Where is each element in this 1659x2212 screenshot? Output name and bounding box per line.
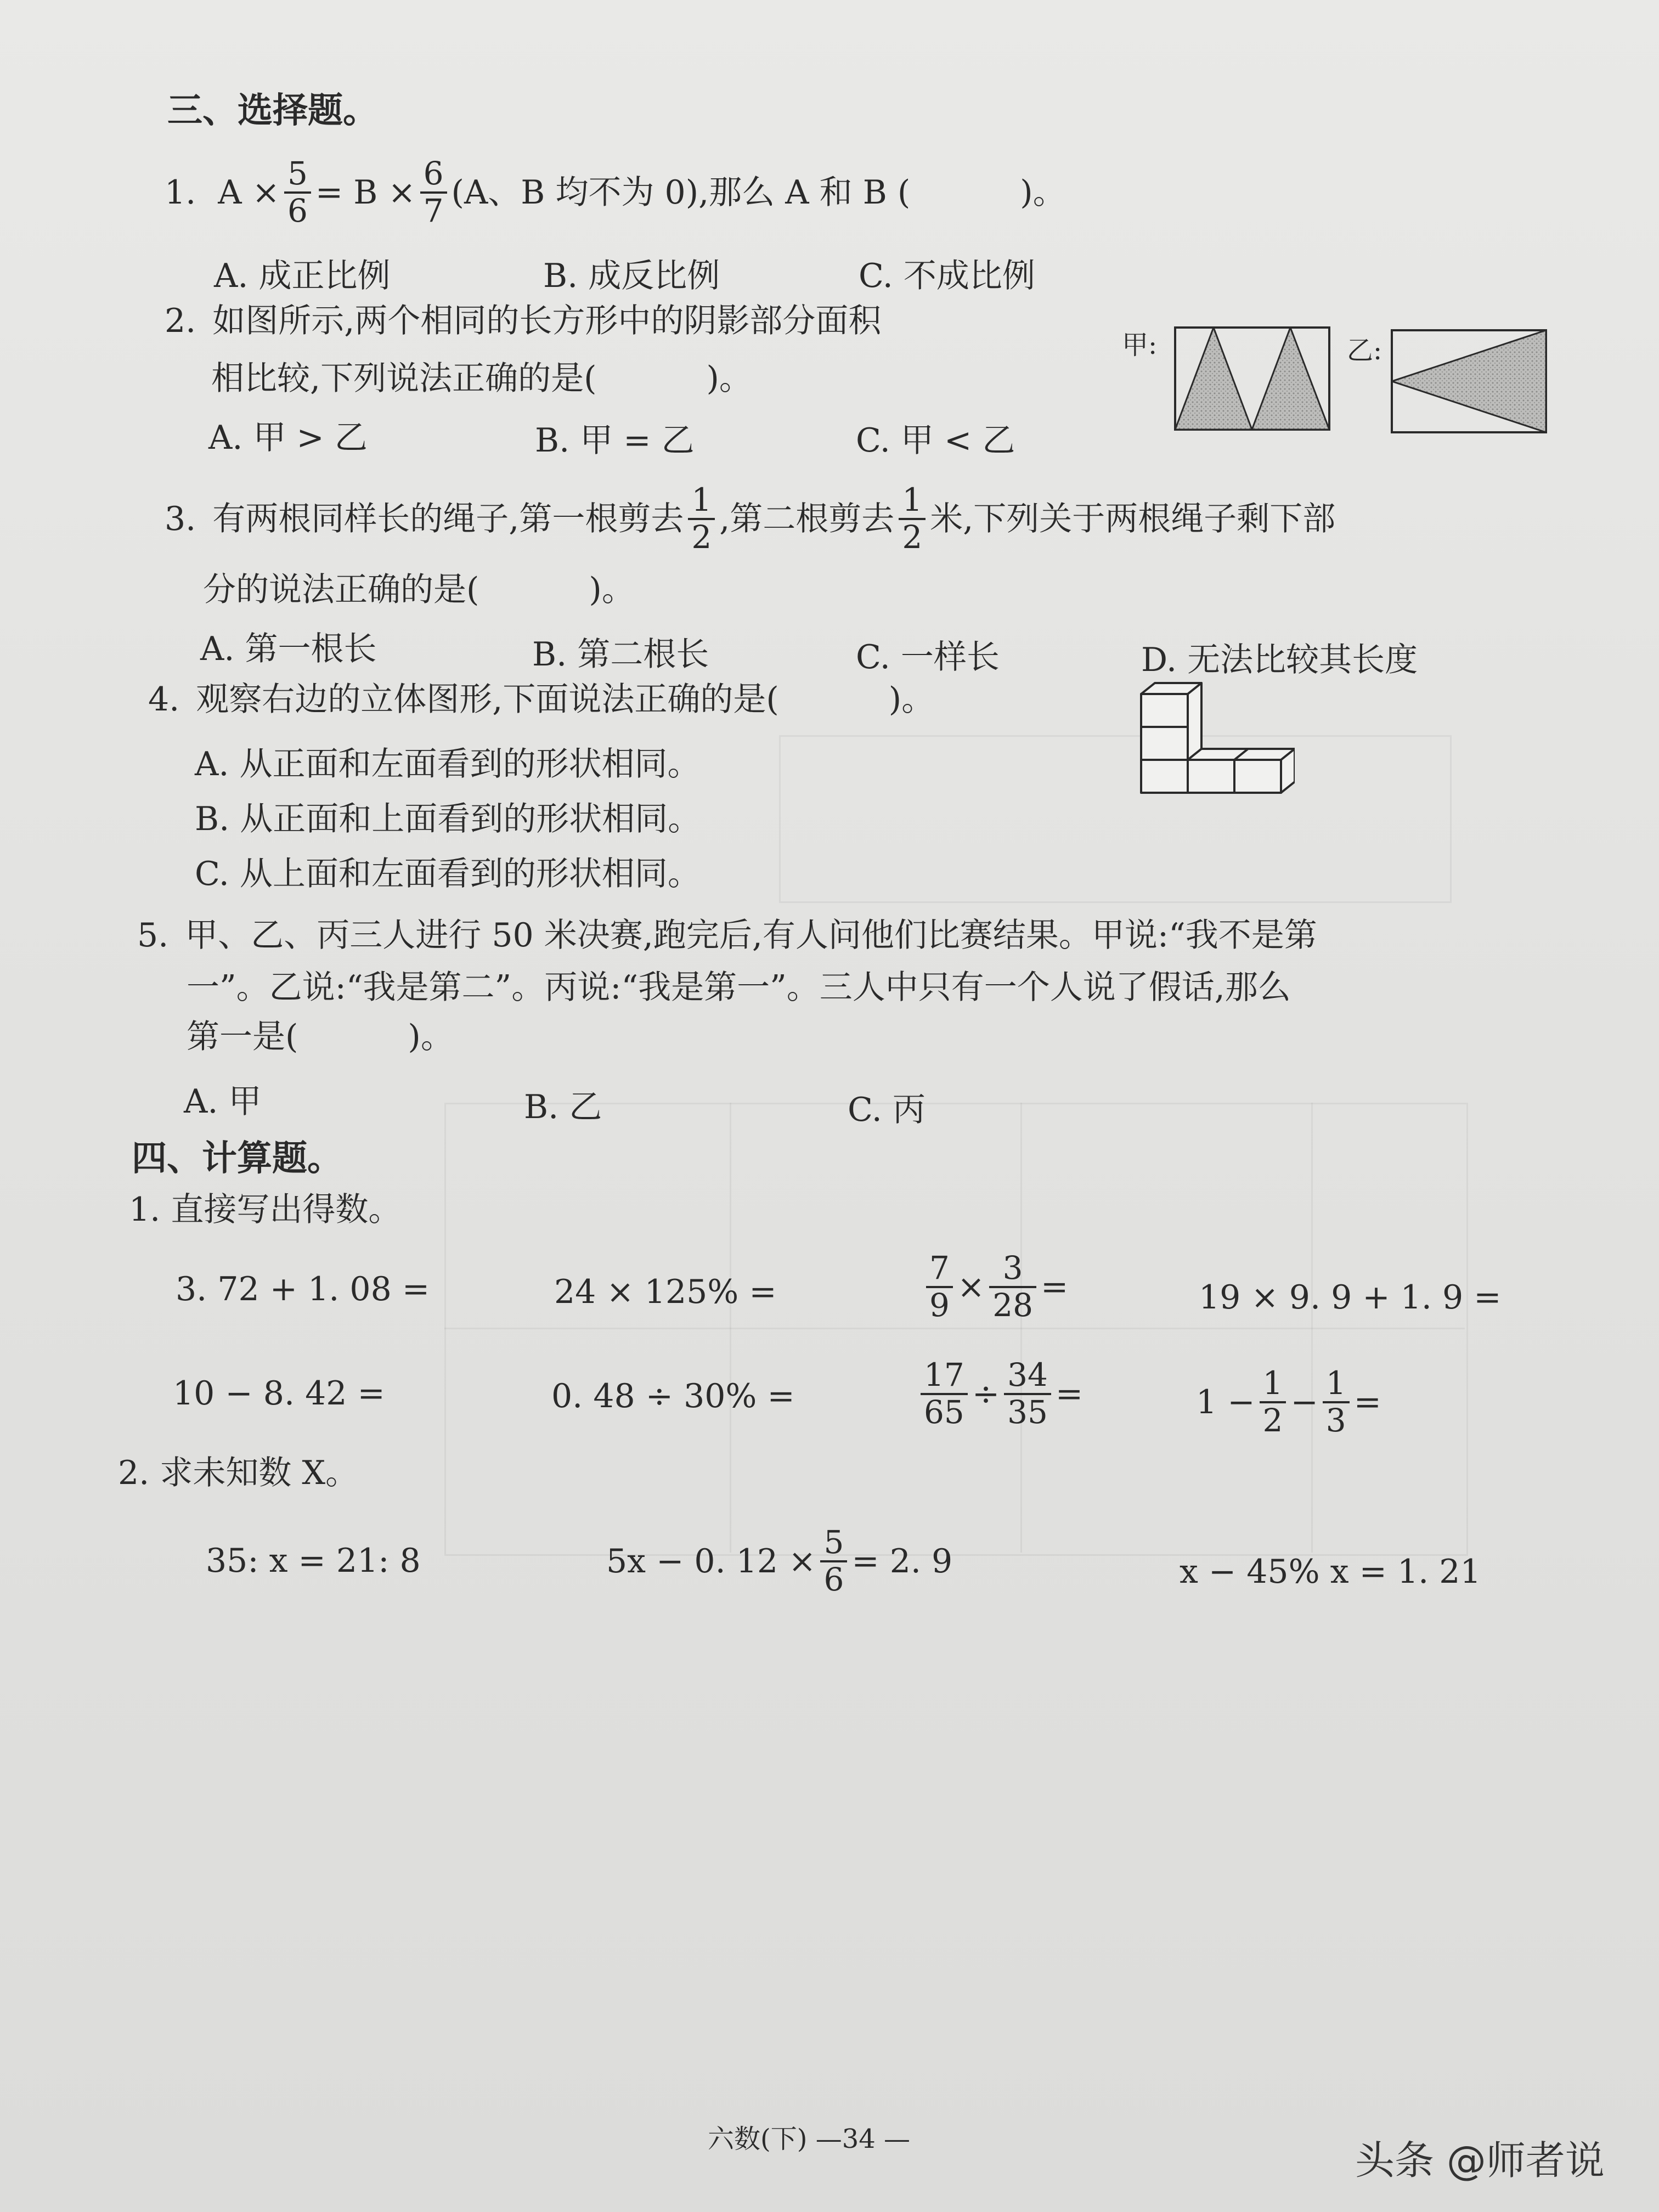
denominator: 9 [929, 1286, 950, 1324]
figure-jia-label: 甲: [1122, 330, 1158, 360]
question-text: 米,下列关于两根绳子剩下部 [930, 499, 1336, 538]
question-1 [165, 156, 1066, 229]
rectangle-figure-yi [1391, 329, 1547, 433]
calc-expression-3 [922, 1251, 1068, 1323]
numerator: 1 [1323, 1366, 1350, 1403]
denominator: 2 [691, 518, 712, 556]
denominator: 65 [924, 1393, 964, 1431]
q2-option-a[interactable]: A. 甲 > 乙 [208, 419, 368, 457]
figure-yi-label: 乙: [1347, 335, 1383, 366]
fraction [688, 483, 715, 555]
denominator: 6 [287, 191, 308, 229]
q2-option-c[interactable]: C. 甲 < 乙 [856, 421, 1015, 460]
denominator: 28 [992, 1286, 1033, 1324]
question-5-line-2: 一”。乙说:“我是第二”。丙说:“我是第一”。三人中只有一个人说了假话,那么 [187, 968, 1291, 1007]
equals-sign: = [1353, 1383, 1381, 1421]
question-2-line-2 [211, 359, 752, 398]
section-3-title: 三、选择题。 [167, 90, 378, 131]
question-3-line-2 [203, 571, 635, 609]
q3-option-c[interactable]: C. 一样长 [856, 638, 1000, 676]
q4-option-c[interactable]: C. 从上面和左面看到的形状相同。 [195, 855, 701, 893]
expression-part: 5x − 0. 12 × [606, 1542, 816, 1581]
numerator: 1 [899, 483, 926, 520]
question-number: 1. [165, 173, 196, 212]
q1-option-b[interactable]: B. 成反比例 [543, 257, 720, 295]
question-text: 有两根同样长的绳子,第一根剪去 [212, 499, 684, 538]
q3-option-d[interactable]: D. 无法比较其长度 [1141, 641, 1418, 679]
question-text: )。 [706, 359, 752, 398]
fraction [926, 1251, 953, 1323]
expression-part: = B × [315, 173, 416, 212]
calc-expression-6: 0. 48 ÷ 30% = [551, 1377, 795, 1415]
fraction [899, 483, 926, 555]
expression-part: A × [218, 173, 280, 212]
question-text: 相比较,下列说法正确的是( [211, 359, 597, 398]
question-4 [148, 680, 935, 719]
calc-expression-8 [1196, 1366, 1381, 1438]
question-2-line-1 [165, 302, 882, 340]
numerator: 17 [921, 1358, 968, 1395]
q5-option-b[interactable]: B. 乙 [524, 1088, 602, 1126]
expression-part: 1 − [1196, 1383, 1255, 1421]
q3-option-b[interactable]: B. 第二根长 [532, 635, 709, 674]
question-text: 第一是( [187, 1018, 298, 1056]
operator: ÷ [972, 1374, 1000, 1413]
cube-stack-figure [1136, 680, 1295, 795]
question-number: 5. [137, 916, 169, 955]
question-number: 3. [165, 499, 196, 538]
numerator: 3 [989, 1251, 1036, 1288]
rectangle-figure-jia [1174, 326, 1330, 431]
calc-expression-4: 19 × 9. 9 + 1. 9 = [1199, 1278, 1502, 1317]
bleed-through-grid [444, 1103, 1468, 1556]
calc-expression-7 [916, 1358, 1083, 1430]
q4-option-a[interactable]: A. 从正面和左面看到的形状相同。 [195, 745, 701, 783]
fraction [1260, 1366, 1286, 1438]
equation-2 [606, 1525, 952, 1598]
calc-expression-1: 3. 72 + 1. 08 = [176, 1270, 430, 1308]
question-text: 如图所示,两个相同的长方形中的阴影部分面积 [212, 302, 882, 340]
numerator: 5 [820, 1525, 847, 1562]
sub-question-2-label: 2. 求未知数 X。 [118, 1454, 359, 1492]
question-text: 分的说法正确的是( [203, 571, 479, 609]
q5-option-a[interactable]: A. 甲 [184, 1082, 262, 1121]
q1-option-c[interactable]: C. 不成比例 [859, 257, 1035, 295]
question-number: 2. [165, 302, 196, 340]
question-3-line-1 [165, 483, 1335, 555]
question-text: 观察右边的立体图形,下面说法正确的是( [196, 680, 779, 719]
watermark: 头条 @师者说 [1355, 2137, 1605, 2183]
numerator: 5 [284, 156, 311, 194]
q3-option-a[interactable]: A. 第一根长 [200, 630, 377, 668]
numerator: 1 [688, 483, 715, 520]
denominator: 7 [423, 191, 444, 229]
question-text: ,第二根剪去 [719, 499, 895, 538]
fraction [1323, 1366, 1350, 1438]
question-number: 4. [148, 680, 180, 719]
question-5-line-1 [137, 916, 1317, 955]
page-number-footer: 六数(下) —34 — [708, 2124, 911, 2154]
denominator: 6 [823, 1560, 844, 1598]
expression-part: = 2. 9 [851, 1542, 953, 1581]
section-4-title: 四、计算题。 [132, 1138, 342, 1179]
operator: − [1290, 1383, 1318, 1421]
fraction [420, 156, 447, 229]
denominator: 3 [1325, 1401, 1346, 1439]
denominator: 2 [902, 518, 923, 556]
operator: × [957, 1267, 985, 1306]
question-text: )。 [589, 571, 635, 609]
q4-option-b[interactable]: B. 从正面和上面看到的形状相同。 [195, 800, 701, 838]
fraction [921, 1358, 968, 1430]
question-text: )。 [1020, 173, 1066, 212]
question-text: 甲、乙、丙三人进行 50 米决赛,跑完后,有人问他们比赛结果。甲说:“我不是第 [185, 916, 1317, 955]
sub-question-1-label: 1. 直接写出得数。 [129, 1190, 402, 1229]
fraction [1004, 1358, 1051, 1430]
question-text: (A、B 均不为 0),那么 A 和 B ( [451, 173, 911, 212]
numerator: 7 [926, 1251, 953, 1288]
calc-expression-5: 10 − 8. 42 = [173, 1374, 385, 1413]
equals-sign: = [1041, 1267, 1069, 1306]
equation-3: x − 45% x = 1. 21 [1180, 1553, 1481, 1591]
denominator: 35 [1007, 1393, 1048, 1431]
q1-option-a[interactable]: A. 成正比例 [214, 257, 391, 295]
equals-sign: = [1055, 1374, 1084, 1413]
equation-1: 35: x = 21: 8 [206, 1542, 421, 1580]
q2-option-b[interactable]: B. 甲 = 乙 [535, 421, 695, 460]
question-5-line-3 [187, 1018, 454, 1056]
fraction [820, 1525, 847, 1598]
bleed-through-line [444, 1328, 1465, 1329]
bleed-through-table [779, 735, 1452, 903]
fraction [989, 1251, 1036, 1323]
fraction [284, 156, 311, 229]
question-text: )。 [888, 680, 935, 719]
numerator: 6 [420, 156, 447, 194]
q5-option-c[interactable]: C. 丙 [848, 1091, 926, 1129]
question-text: )。 [408, 1018, 454, 1056]
denominator: 2 [1262, 1401, 1283, 1439]
numerator: 34 [1004, 1358, 1051, 1395]
numerator: 1 [1260, 1366, 1286, 1403]
calc-expression-2: 24 × 125% = [554, 1273, 777, 1311]
